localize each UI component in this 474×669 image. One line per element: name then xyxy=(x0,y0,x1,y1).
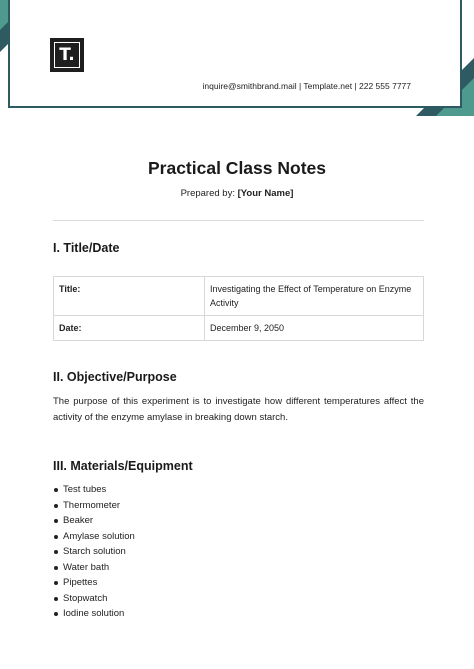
logo-letter: T. xyxy=(54,42,80,68)
section-heading-objective: II. Objective/Purpose xyxy=(53,370,177,384)
list-item: Amylase solution xyxy=(53,529,135,545)
list-item: Stopwatch xyxy=(53,591,135,607)
prepared-by xyxy=(0,188,474,199)
list-item: Test tubes xyxy=(53,482,135,498)
prepared-label: Prepared by: xyxy=(180,188,235,199)
list-item: Beaker xyxy=(53,513,135,529)
list-item: Thermometer xyxy=(53,498,135,514)
brand-logo xyxy=(50,38,84,72)
section-heading-title-date: I. Title/Date xyxy=(53,241,120,255)
section-heading-materials: III. Materials/Equipment xyxy=(53,459,193,473)
table-row xyxy=(54,316,424,341)
table-key: Title: xyxy=(54,277,205,316)
document-title: Practical Class Notes xyxy=(147,158,326,178)
contact-line: inquire@smithbrand.mail | Template.net | 222 555 7777 xyxy=(202,81,411,91)
list-item: Water bath xyxy=(53,560,135,576)
materials-list xyxy=(53,482,135,622)
table-row xyxy=(54,277,424,316)
table-value: December 9, 2050 xyxy=(205,316,424,341)
letterhead xyxy=(8,0,462,108)
list-item: Iodine solution xyxy=(53,606,135,622)
prepared-name: [Your Name] xyxy=(237,188,294,199)
list-item: Pipettes xyxy=(53,575,135,591)
list-item: Starch solution xyxy=(53,544,135,560)
table-value: Investigating the Effect of Temperature on Enzyme Activity xyxy=(205,277,424,316)
objective-paragraph: The purpose of this experiment is to investigate how different temperatures affect the activity of the enzyme amylase in breaking down starch. xyxy=(53,396,424,423)
divider xyxy=(53,220,424,221)
title-date-table xyxy=(53,276,424,341)
table-key: Date: xyxy=(54,316,205,341)
